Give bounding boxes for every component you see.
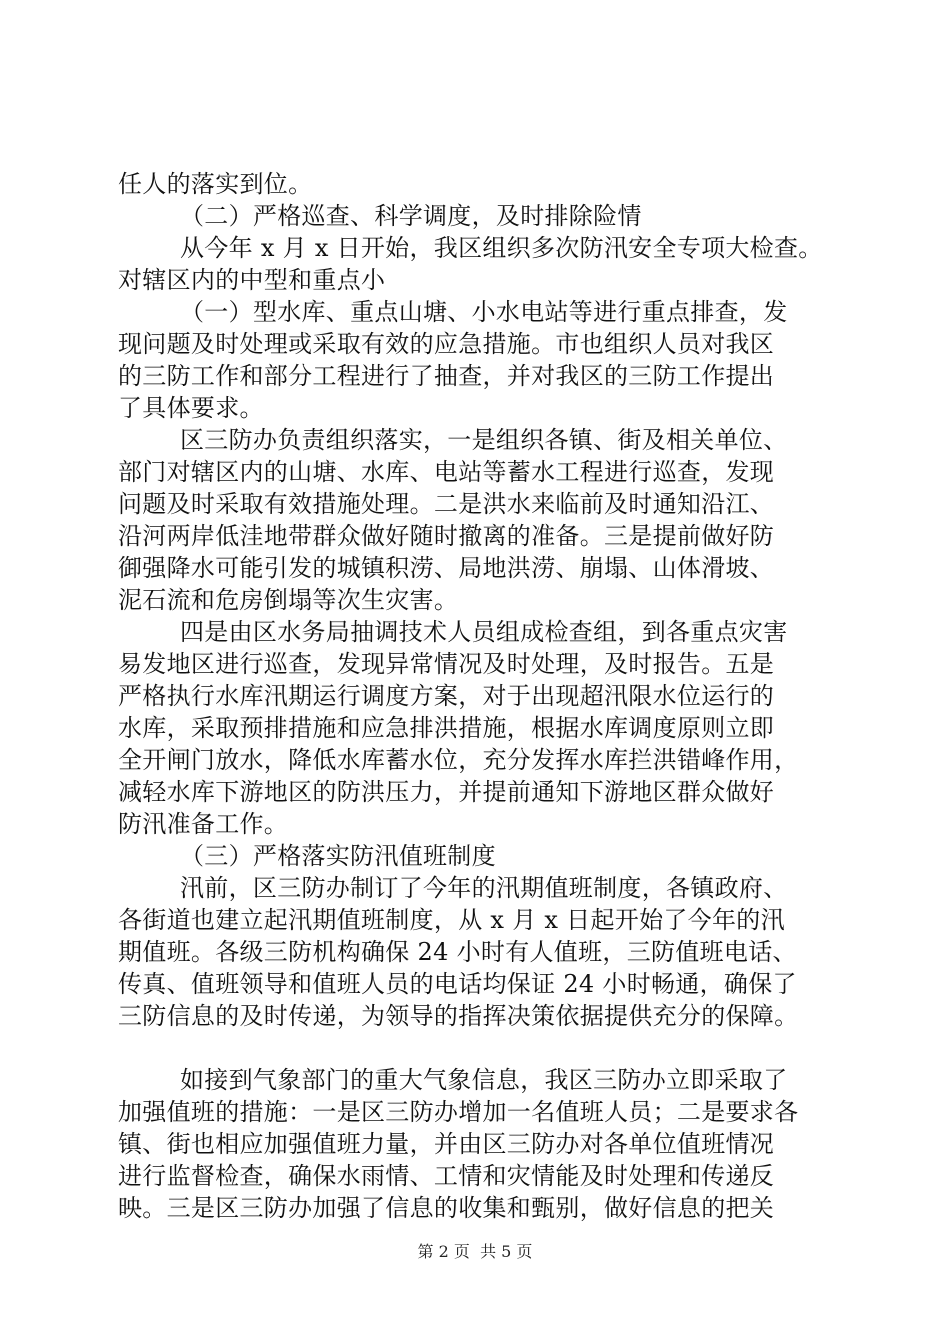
text-line: （一）型水库、重点山塘、小水电站等进行重点排查，发: [180, 298, 788, 326]
text-line: 映。三是区三防办加强了信息的收集和甄别，做好信息的把关: [118, 1194, 775, 1222]
text-line: 汛前，区三防办制订了今年的汛期值班制度，各镇政府、: [180, 874, 788, 902]
text-line: 现问题及时处理或采取有效的应急措施。市也组织人员对我区: [118, 330, 775, 358]
text-line: 期值班。各级三防机构确保 24 小时有人值班，三防值班电话、: [118, 938, 797, 966]
text-line: 四是由区水务局抽调技术人员组成检查组，到各重点灾害: [180, 618, 788, 646]
page-footer: 第 2 页 共 5 页: [417, 1242, 533, 1261]
text-line: 传真、值班领导和值班人员的电话均保证 24 小时畅通，确保了: [118, 970, 797, 998]
text-line: 如接到气象部门的重大气象信息，我区三防办立即采取了: [180, 1066, 788, 1094]
text-line: （三）严格落实防汛值班制度: [180, 842, 496, 870]
text-line: 御强降水可能引发的城镇积涝、局地洪涝、崩塌、山体滑坡、: [118, 554, 775, 582]
text-line: 各街道也建立起汛期值班制度，从 x 月 x 日起开始了今年的汛: [118, 906, 785, 934]
text-line: 的三防工作和部分工程进行了抽查，并对我区的三防工作提出: [118, 362, 775, 390]
text-line: 进行监督检查，确保水雨情、工情和灾情能及时处理和传递反: [118, 1162, 775, 1190]
text-line: 镇、街也相应加强值班力量，并由区三防办对各单位值班情况: [118, 1130, 775, 1158]
text-line: 加强值班的措施：一是区三防办增加一名值班人员；二是要求各: [118, 1098, 799, 1126]
text-line: 全开闸门放水，降低水库蓄水位，充分发挥水库拦洪错峰作用，: [118, 746, 799, 774]
text-line: 对辖区内的中型和重点小: [118, 266, 386, 294]
text-line: 部门对辖区内的山塘、水库、电站等蓄水工程进行巡查，发现: [118, 458, 775, 486]
text-line: （二）严格巡查、科学调度，及时排除险情: [180, 202, 642, 230]
text-line: 泥石流和危房倒塌等次生灾害。: [118, 586, 459, 614]
text-line: 沿河两岸低洼地带群众做好随时撤离的准备。三是提前做好防: [118, 522, 775, 550]
text-line: 三防信息的及时传递，为领导的指挥决策依据提供充分的保障。: [118, 1002, 799, 1030]
text-line: 易发地区进行巡查，发现异常情况及时处理，及时报告。五是: [118, 650, 775, 678]
text-line: 减轻水库下游地区的防洪压力，并提前通知下游地区群众做好: [118, 778, 775, 806]
text-line: 任人的落实到位。: [118, 170, 313, 198]
text-line: 问题及时采取有效措施处理。二是洪水来临前及时通知沿江、: [118, 490, 775, 518]
text-line: 水库，采取预排措施和应急排洪措施，根据水库调度原则立即: [118, 714, 775, 742]
text-line: 了具体要求。: [118, 394, 264, 422]
text-line: 严格执行水库汛期运行调度方案，对于出现超汛限水位运行的: [118, 682, 775, 710]
blank-line: [118, 1032, 850, 1064]
text-line: 区三防办负责组织落实，一是组织各镇、街及相关单位、: [180, 426, 788, 454]
text-line: 防汛准备工作。: [118, 810, 289, 838]
text-line: 从今年 x 月 x 日开始，我区组织多次防汛安全专项大检查。: [180, 234, 823, 262]
document-body: [118, 168, 850, 1224]
